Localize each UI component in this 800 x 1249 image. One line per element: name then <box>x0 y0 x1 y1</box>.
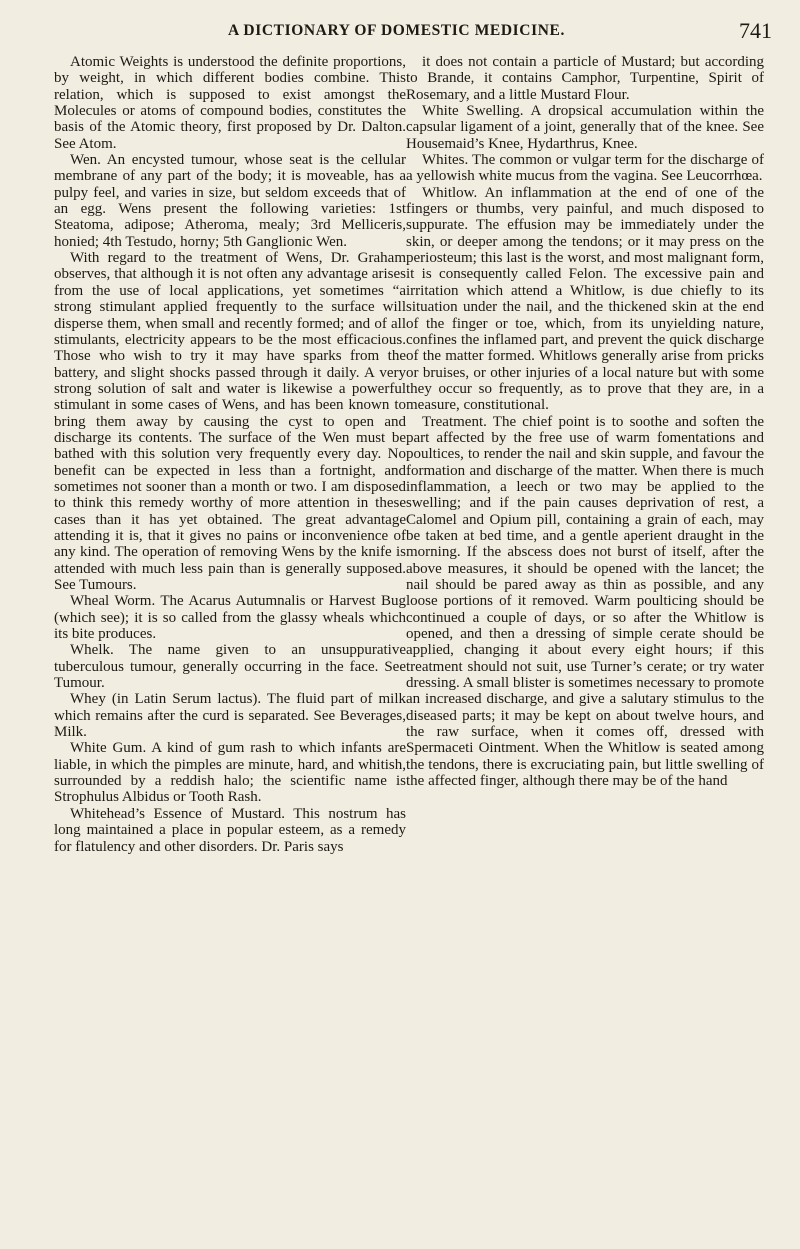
entry-paragraph: Whelk. The name given to an unsuppurative tuberculous tumour, generally occurring in the face. See Tumour. <box>54 642 406 692</box>
entry-paragraph: Whites. The common or vulgar term for the discharge of a yellowish white mucus from the vagina. See Leucorrhœa. <box>406 152 764 185</box>
entry-paragraph: Whitlow. An inflammation at the end of one of the fingers or thumbs, very painful, and much disposed to suppurate. The effusion may be immediately under the skin, or deeper among the tendons; or it may press on the periosteum; this last is the worst, and most malignant form, it is consequently called Felon. The excessive pain and irritation which attend a Whitlow, is due chiefly to its situation under the nail, and the thickened skin at the end of the finger or toe, which, from its unyielding nature, confines the inflamed part, and prevent the quick discharge of the matter formed. Whitlows generally arise from pricks or bruises, or other injuries of a local nature but with some they occur so frequently, as to prove that they are, in a measure, constitutional. <box>406 184 764 414</box>
entry-paragraph: Atomic Weights is understood the definite proportions, by weight, in which different bodies combine. This relation, which is supposed to exist amongst the Molecules or atoms of compound bodies, constitutes the basis of the Atomic theory, first proposed by Dr. Dalton. See Atom. <box>54 54 406 152</box>
entry-paragraph: With regard to the treatment of Wens, Dr. Graham observes, that although it is not often any advantage arises from the use of local applications, yet sometimes “a strong stimulant applied frequently to the surface will disperse them, when small and recently formed; and of all stimulants, electricity appears to be the most efficacious. Those who wish to try it may have sparks from the battery, and slight shocks passed through it daily. A very strong solution of salt and water is likewise a powerful stimulant in some cases of Wens, and has been known to bring them away by causing the cyst to open and discharge its contents. The surface of the Wen must be bathed with this solution very frequently every day. No benefit can be expected in less than a fortnight, and sometimes not sooner than a month or two. I am disposed to think this remedy worthy of more attention in these cases than it has yet obtained. The great advantage attending it is, that it gives no pains or inconvenience of any kind. The operation of removing Wens by the knife is attended with much less pain than is generally supposed. See Tumours. <box>54 250 406 593</box>
entry-paragraph: Wen. An encysted tumour, whose seat is the cellular membrane of any part of the body; it is moveable, has a pulpy feel, and varies in size, but seldom exceeds that of an egg. Wens present the following varieties: 1st Steatoma, adipose; Atheroma, mealy; 3rd Melliceris, honied; 4th Testudo, horny; 5th Ganglionic Wen. <box>54 152 406 250</box>
entry-paragraph: Whey (in Latin Serum lactus). The fluid part of milk which remains after the curd is separated. See Beverages, Milk. <box>54 691 406 741</box>
entry-paragraph: it does not contain a particle of Mustard; but according to Brande, it contains Camphor, Turpentine, Spirit of Rosemary, and a little Mustard Flour. <box>406 54 764 103</box>
entry-paragraph: White Swelling. A dropsical accumulation within the capsular ligament of a joint, generally that of the knee. See Housemaid’s Knee, Hydarthrus, Knee. <box>406 103 764 152</box>
entry-paragraph: White Gum. A kind of gum rash to which infants are liable, in which the pimples are minute, hard, and whitish, surrounded by a reddish halo; the scientific name is Strophulus Albidus or Tooth Rash. <box>54 740 406 806</box>
entry-paragraph: Whitehead’s Essence of Mustard. This nostrum has long maintained a place in popular esteem, as a remedy for flatulency and other disorders. Dr. Paris says <box>54 805 406 855</box>
entry-paragraph: Wheal Worm. The Acarus Autumnalis or Harvest Bug (which see); it is so called from the glassy wheals which its bite produces. <box>54 593 406 643</box>
running-title: A DICTIONARY OF DOMESTIC MEDICINE. <box>228 22 565 39</box>
page-header <box>0 18 800 43</box>
right-column <box>406 54 764 789</box>
entry-paragraph: Treatment. The chief point is to soothe and soften the part affected by the free use of warm fomentations and poultices, to render the nail and skin supple, and favour the formation and discharge of the matter. When there is much inflammation, a leech or two may be applied to the swelling; and if the pain causes deprivation of rest, a Calomel and Opium pill, containing a grain of each, may be taken at bed time, and a gentle aperient draught in the morning. If the abscess does not burst of itself, after the above measures, it should be opened with the lancet; the nail should be pared away as thin as possible, and any loose portions of it removed. Warm poulticing should be continued a couple of days, or so after the Whitlow is opened, and then a dressing of simple cerate should be applied, changing it about every eight hours; if this treatment should not suit, use Turner’s cerate; or try water dressing. A small blister is sometimes necessary to promote an increased discharge, and give a salutary stimulus to the diseased parts; it may be kept on about twelve hours, and the raw surface, when it comes off, dressed with Spermaceti Ointment. When the Whitlow is seated among the tendons, there is excruciating pain, but little swelling of the affected finger, although there may be of the hand <box>406 413 764 790</box>
page-number: 741 <box>739 18 772 43</box>
left-column <box>54 54 406 855</box>
